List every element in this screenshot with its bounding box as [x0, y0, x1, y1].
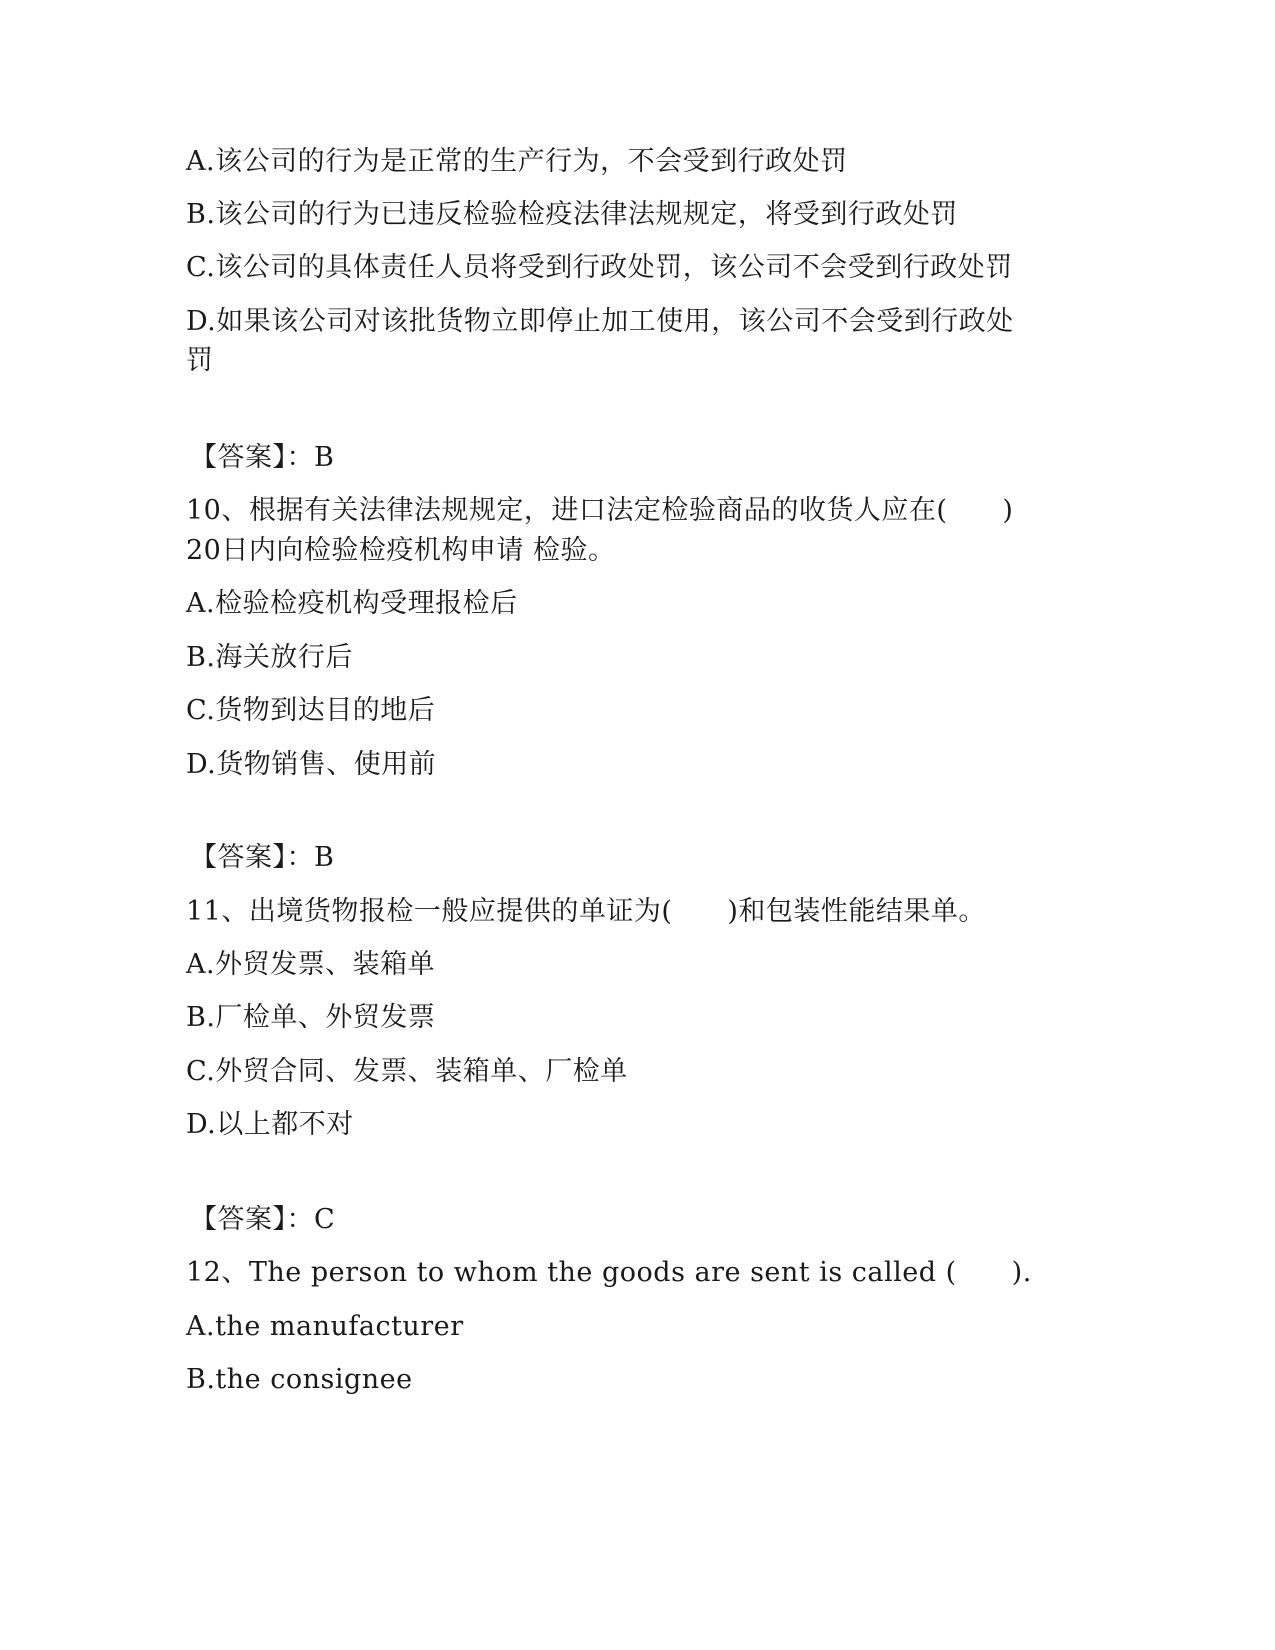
q10-answer-label: 【答案】：B	[190, 842, 335, 873]
q12-option-a: A.the manufacturer	[186, 1311, 464, 1342]
q11-option-d: D.以上都不对	[186, 1109, 354, 1140]
option-b: B.该公司的行为已违反检验检疫法律法规规定，将受到行政处罚	[186, 199, 958, 230]
option-d: D.如果该公司对该批货物立即停止加工使用，该公司不会受到行政处	[186, 306, 1014, 337]
q10-option-d: D.货物销售、使用前	[186, 749, 437, 780]
q10-option-c: C.货物到达目的地后	[186, 695, 436, 726]
question-11-stem: 11、出境货物报检一般应提供的单证为( )和包装性能结果单。	[186, 896, 986, 927]
option-a: A.该公司的行为是正常的生产行为，不会受到行政处罚	[186, 146, 848, 177]
question-12-stem: 12、The person to whom the goods are sent is called ( ).	[186, 1257, 1032, 1288]
q11-option-b: B.厂检单、外贸发票	[186, 1002, 436, 1033]
question-10-stem: 10、根据有关法律法规规定，进口法定检验商品的收货人应在( )	[186, 495, 1014, 526]
q12-option-b: B.the consignee	[186, 1364, 413, 1395]
q10-option-a: A.检验检疫机构受理报检后	[186, 588, 518, 619]
option-c: C.该公司的具体责任人员将受到行政处罚，该公司不会受到行政处罚	[186, 252, 1013, 283]
q11-option-a: A.外贸发票、装箱单	[186, 949, 436, 980]
answer-label: 【答案】：B	[190, 442, 335, 473]
q10-option-b: B.海关放行后	[186, 642, 353, 673]
q11-answer-label: 【答案】：C	[190, 1204, 336, 1235]
q11-option-c: C.外贸合同、发票、装箱单、厂检单	[186, 1056, 628, 1087]
option-d-continued: 罚	[186, 345, 214, 376]
question-10-stem-continued: 20日内向检验检疫机构申请 检验。	[186, 535, 616, 566]
